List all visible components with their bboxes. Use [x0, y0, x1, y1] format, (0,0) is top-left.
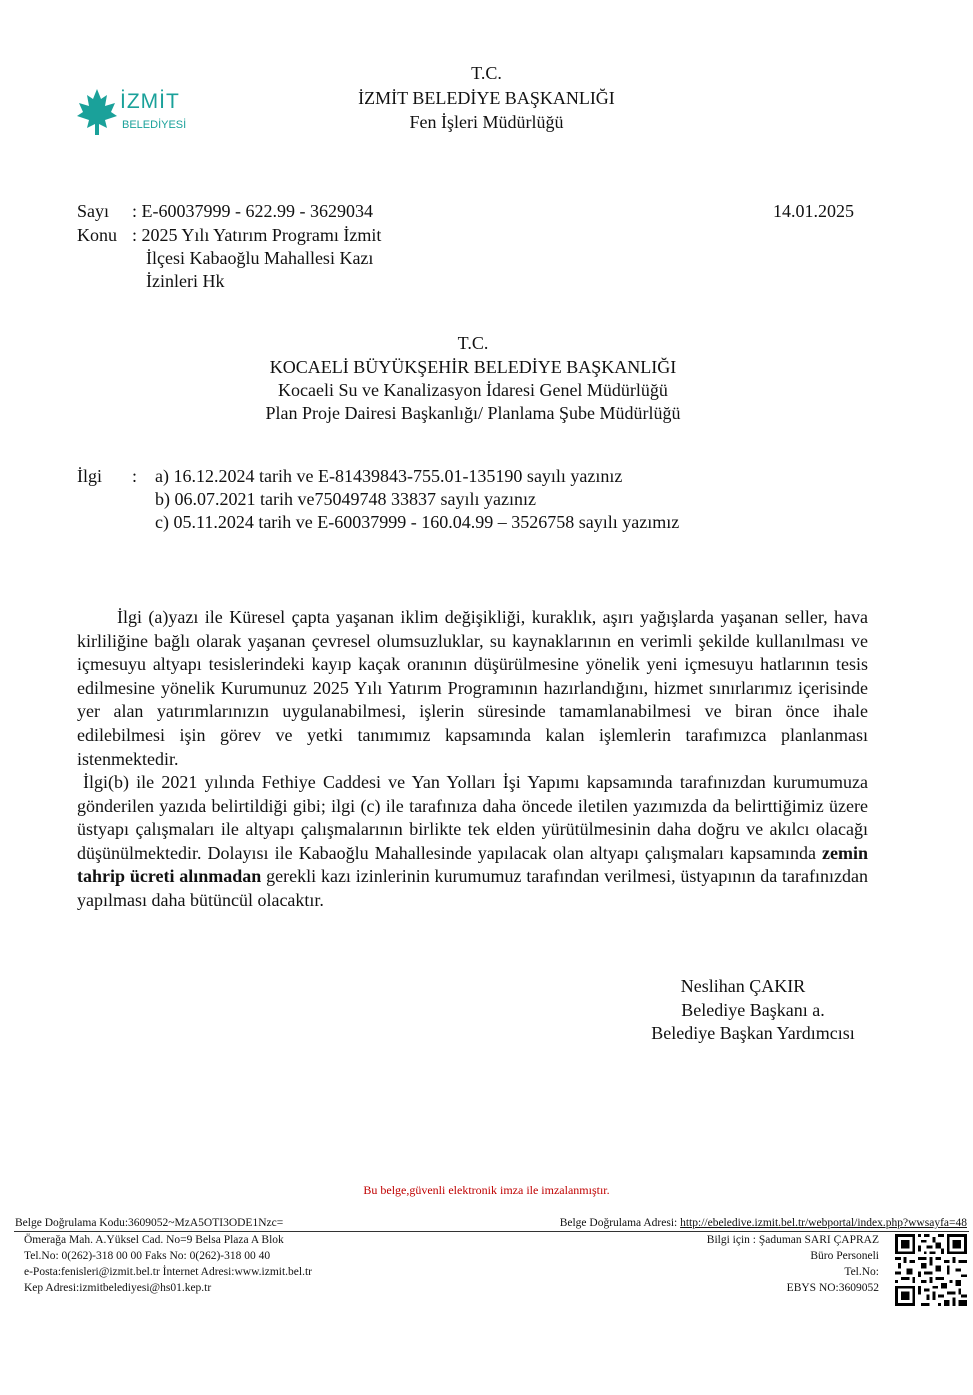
header-tc: T.C. — [471, 63, 502, 83]
signatory-title-2: Belediye Başkan Yardımcısı — [651, 1023, 855, 1043]
ilgi-label: İlgi — [77, 466, 102, 486]
body-paragraph-2 — [77, 771, 868, 913]
verification-address-link[interactable]: http://ebeledive.izmit.bel.tr/webportal/index.php?wwsayfa=48 — [680, 1217, 967, 1229]
qr-code-icon — [895, 1234, 967, 1306]
e-signature-note: Bu belge,güvenli elektronik imza ile imzalanmıştır. — [363, 1183, 610, 1197]
body-paragraph-1: İlgi (a)yazı ile Küresel çapta yaşanan iklim değişikliği, kuraklık, aşırı yağışlarda yaşanan seller, hava kirliliğine bağlı olarak yaşanan çevresel olumsuzluklar, su kaynaklarının en verimli şekilde kullanılması ve içmesuyu altyapı tesislerindeki kayıp kaçak oranının düşürülmesine yönelik yeni içmesuyu hatlarının tesis edilmesine yönelik Kurumunuz 2025 Yılı Yatırım Programının hazırlandığını, hizmet sınırlarımız içerisinde yer alan yatırımlarınızın uygulanabilmesi, işlerin süresinde tamamlanabilmesi ve biran önce ihale edilebilmesi işin görev ve yetki tanımımız kapsamında kalan işlemlerin tarafımızca planlanması istenmektedir. — [77, 607, 868, 769]
footer-divider — [14, 1231, 969, 1232]
recipient-tc: T.C. — [457, 333, 489, 353]
ilgi-colon: : — [132, 466, 138, 486]
body-emphasis: zemin tahrip ücreti alınmadan — [77, 842, 868, 887]
body-paragraph-2-part-1: İlgi(b) ile 2021 yılında Fethiye Caddesi ve Yan Yolları İşi Yapımı kapsamında tarafınızdan kurumumuza gönderilen yazıda belirtildiği gibi; ilgi (c) ile tarafınıza daha öncede iletilen yazımızda da belirttiğimiz üzere üstyapı çalışmaları ile altyapı çalışmalarının birlikte tek elden yürütülmesinin daha doğru ve akılcı olacağı düşünülmektedir. Dolayısı ile Kabaoğlu Mahallesinde yapılacak olan altyapı çalışmaları kapsamında — [77, 772, 868, 863]
verification-address — [560, 1216, 967, 1232]
recipient-line-1: KOCAELİ BÜYÜKŞEHİR BELEDİYE BAŞKANLIĞI — [269, 357, 677, 377]
sayi-value: : E-60037999 - 622.99 - 3629034 — [132, 201, 373, 221]
ilgi-item-b: b) 06.07.2021 tarih ve75049748 33837 sayılı yazınız — [155, 489, 536, 509]
verification-address-label: Belge Doğrulama Adresi: — [559, 1217, 678, 1229]
footer-email: e-Posta:fenisleri@izmit.bel.tr İnternet Adresi:www.izmit.bel.tr — [24, 1266, 313, 1278]
info-contact: Bilgi için : Şaduman SARI ÇAPRAZ — [706, 1234, 879, 1246]
signatory-title-1: Belediye Başkanı a. — [681, 1000, 825, 1020]
body-paragraph-2-part-2: gerekli kazı izinlerinin kurumumuz tarafından verilmesi, üstyapının da tarafınızdan yapılması daha bütüncül olacaktır. — [77, 866, 869, 910]
logo-name: İZMİT — [120, 90, 180, 113]
konu-line-3: İzinleri Hk — [146, 271, 225, 291]
ebys-number: EBYS NO:3609052 — [786, 1282, 879, 1294]
signatory-name: Neslihan ÇAKIR — [680, 976, 806, 996]
info-role: Büro Personeli — [810, 1250, 879, 1262]
recipient-line-3: Plan Proje Dairesi Başkanlığı/ Planlama Şube Müdürlüğü — [265, 403, 681, 423]
footer-kep: Kep Adresi:izmitbelediyesi@hs01.kep.tr — [24, 1282, 212, 1294]
header-municipality: İZMİT BELEDİYE BAŞKANLIĞI — [358, 88, 615, 108]
konu-line-2: İlçesi Kabaoğlu Mahallesi Kazı — [146, 248, 374, 268]
header-department: Fen İşleri Müdürlüğü — [409, 112, 564, 132]
document-date: 14.01.2025 — [773, 201, 854, 221]
konu-line-1: : 2025 Yılı Yatırım Programı İzmit — [132, 225, 382, 245]
ilgi-item-c: c) 05.11.2024 tarih ve E-60037999 - 160.04.99 – 3526758 sayılı yazımız — [155, 512, 680, 532]
footer-address: Ömerağa Mah. A.Yüksel Cad. No=9 Belsa Plaza A Blok — [24, 1234, 284, 1246]
recipient-line-2: Kocaeli Su ve Kanalizasyon İdaresi Genel Müdürlüğü — [278, 380, 668, 400]
footer-phone: Tel.No: 0(262)-318 00 00 Faks No: 0(262)-318 00 40 — [24, 1250, 271, 1262]
info-tel: Tel.No: — [844, 1266, 879, 1278]
ilgi-item-a: a) 16.12.2024 tarih ve E-81439843-755.01-135190 sayılı yazınız — [155, 466, 623, 486]
konu-label: Konu — [77, 225, 117, 245]
sayi-label: Sayı — [77, 201, 110, 221]
verification-code: Belge Doğrulama Kodu:3609052~MzA5OTI3ODE1Nzc= — [15, 1217, 284, 1229]
logo-subtitle: BELEDİYESİ — [122, 119, 187, 131]
